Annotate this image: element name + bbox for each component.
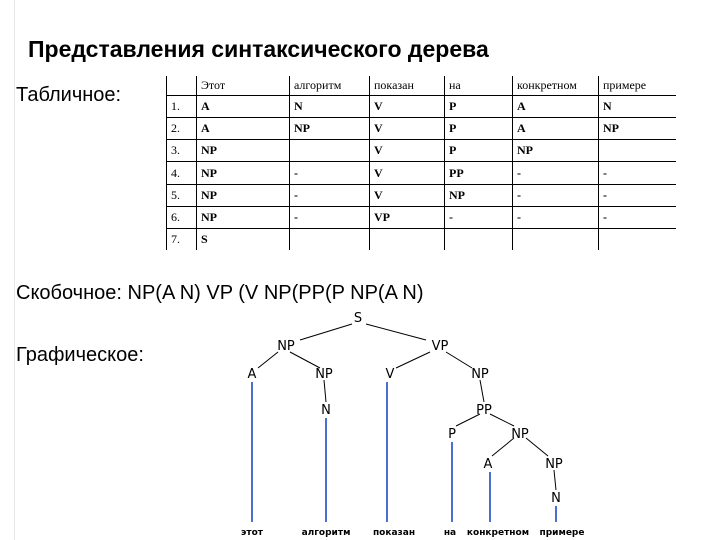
table-cell: V bbox=[370, 118, 445, 140]
table-header-cell: конкретном bbox=[513, 76, 599, 96]
leaf-word: алгоритм bbox=[301, 528, 351, 538]
edge-np-a bbox=[258, 352, 278, 368]
leaf-word: этот bbox=[241, 528, 263, 538]
table-cell: - bbox=[599, 206, 677, 228]
leaf-word: конкретном bbox=[466, 528, 530, 538]
table-cell: NP bbox=[197, 184, 290, 206]
table-cell: VP bbox=[370, 206, 445, 228]
table-cell: A bbox=[197, 96, 290, 118]
edge-vp-np bbox=[446, 352, 472, 368]
row-number: 4. bbox=[167, 162, 197, 184]
node-np-object: NP bbox=[471, 367, 489, 382]
table-cell: A bbox=[197, 118, 290, 140]
node-n: N bbox=[321, 403, 331, 418]
table-header-cell: алгоритм bbox=[290, 76, 370, 96]
row-number: 7. bbox=[167, 228, 197, 250]
bracket-representation-label: Скобочное: NP(A N) VP (V NP(PP(P NP(A N) bbox=[16, 282, 424, 304]
table-cell: - bbox=[599, 162, 677, 184]
row-number: 3. bbox=[167, 140, 197, 162]
node-vp: VP bbox=[431, 339, 449, 354]
table-cell: A bbox=[513, 118, 599, 140]
slide-title: Представления синтаксического дерева bbox=[28, 36, 489, 62]
table-cell: NP bbox=[599, 118, 677, 140]
node-pp: PP bbox=[476, 403, 492, 418]
node-a: A bbox=[247, 367, 257, 382]
edge-np-pp bbox=[480, 380, 484, 402]
table-cell: P bbox=[445, 96, 513, 118]
node-np-pp: NP bbox=[511, 427, 529, 442]
table-cell: PP bbox=[445, 162, 513, 184]
table-cell: P bbox=[445, 118, 513, 140]
table-header-cell: показан bbox=[370, 76, 445, 96]
table-cell: V bbox=[370, 162, 445, 184]
table-cell: V bbox=[370, 184, 445, 206]
table-cell: NP bbox=[197, 162, 290, 184]
table-cell: - bbox=[290, 162, 370, 184]
table-cell: NP bbox=[513, 140, 599, 162]
edge-s-np bbox=[300, 324, 352, 340]
edge-s-vp bbox=[366, 324, 426, 340]
table-representation-label: Табличное: bbox=[16, 84, 122, 106]
node-p: P bbox=[448, 427, 456, 442]
table-cell: V bbox=[370, 140, 445, 162]
edge-pp-np bbox=[490, 414, 514, 426]
table-cell: - bbox=[290, 206, 370, 228]
row-number: 2. bbox=[167, 118, 197, 140]
edge-np-np2 bbox=[526, 438, 548, 456]
edge-vp-v bbox=[396, 352, 430, 368]
table-cell: A bbox=[513, 96, 599, 118]
leaf-word: примере bbox=[539, 528, 585, 538]
table-cell: NP bbox=[197, 140, 290, 162]
tree-edges bbox=[258, 324, 556, 490]
edge-np-np bbox=[290, 352, 320, 368]
table-cell: N bbox=[599, 96, 677, 118]
table-cell: P bbox=[445, 140, 513, 162]
leaf-word: на bbox=[443, 528, 457, 538]
node-v: V bbox=[385, 367, 395, 382]
table-cell: N bbox=[290, 96, 370, 118]
table-cell: V bbox=[370, 96, 445, 118]
table-header-cell: примере bbox=[599, 76, 677, 96]
table-cell: - bbox=[290, 184, 370, 206]
graph-representation-label: Графическое: bbox=[16, 344, 144, 366]
table-cell: - bbox=[599, 184, 677, 206]
table-cell: - bbox=[445, 206, 513, 228]
leaf-lines bbox=[252, 382, 556, 522]
table-cell: NP bbox=[290, 118, 370, 140]
edge-np-n bbox=[324, 380, 326, 402]
node-np-noun: NP bbox=[315, 367, 333, 382]
leaf-word: показан bbox=[372, 528, 416, 538]
row-number: 6. bbox=[167, 206, 197, 228]
node-s: S bbox=[353, 311, 363, 326]
table-cell: - bbox=[513, 184, 599, 206]
table-header-cell: Этот bbox=[197, 76, 290, 96]
node-np-last: NP bbox=[545, 457, 563, 472]
edge-np-n2 bbox=[554, 470, 556, 490]
row-number: 5. bbox=[167, 184, 197, 206]
table-header-cell: на bbox=[445, 76, 513, 96]
table-cell: NP bbox=[445, 184, 513, 206]
node-a2: A bbox=[483, 457, 493, 472]
row-number: 1. bbox=[167, 96, 197, 118]
table-cell: - bbox=[513, 162, 599, 184]
table-cell: S bbox=[197, 228, 290, 250]
node-n2: N bbox=[551, 491, 561, 506]
node-np-subject: NP bbox=[277, 339, 295, 354]
table-cell: - bbox=[513, 206, 599, 228]
table-cell: NP bbox=[197, 206, 290, 228]
